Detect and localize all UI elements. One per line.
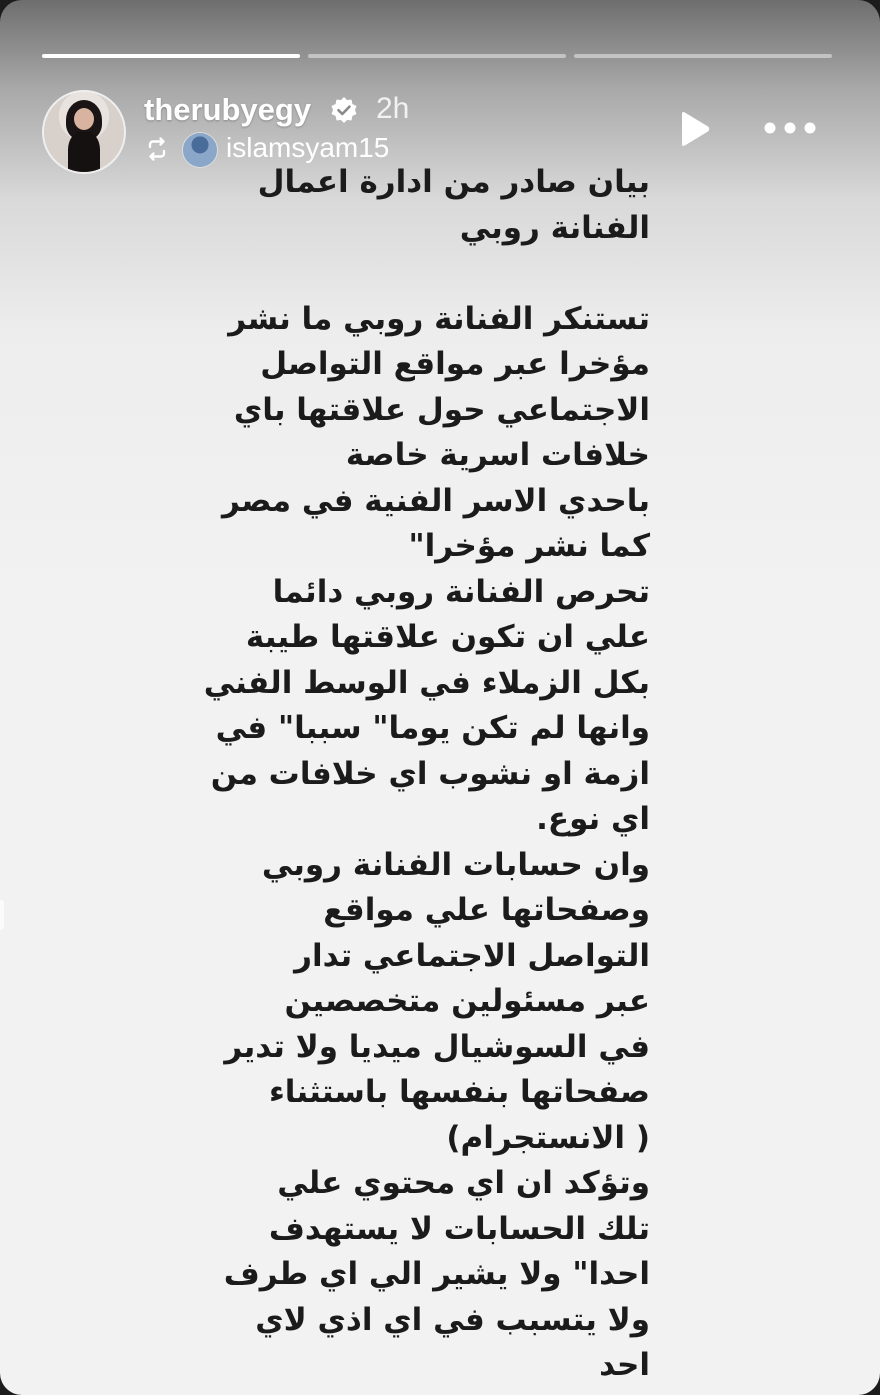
statement-line: بكل الزملاء في الوسط الفني — [203, 664, 650, 701]
statement-line: خلافات اسرية خاصة — [345, 437, 650, 473]
progress-segment — [42, 54, 300, 58]
avatar[interactable] — [42, 90, 126, 174]
statement-line: الاجتماعي حول علاقتها باي — [233, 391, 650, 428]
progress-segment — [574, 54, 832, 58]
verified-badge-icon — [330, 96, 358, 124]
statement-line: بيان صادر من ادارة اعمال — [257, 164, 650, 200]
statement-line: التواصل الاجتماعي تدار — [294, 937, 650, 974]
statement-line: عبر مسئولين متخصصين — [284, 983, 650, 1019]
statement-line: تستنكر الفنانة روبي ما نشر — [228, 300, 650, 337]
statement-line: وتؤكد ان اي محتوي علي — [277, 1165, 650, 1201]
statement-line: وصفحاتها علي مواقع — [323, 892, 650, 928]
statement-line: وان حسابات الفنانة روبي — [261, 846, 650, 883]
statement-line: ازمة او نشوب اي خلافات من — [210, 755, 650, 792]
previous-story-hint[interactable] — [0, 900, 4, 930]
statement-line: باحدي الاسر الفنية في مصر — [222, 482, 650, 519]
statement-line: كما نشر مؤخرا" — [408, 528, 650, 564]
statement-line: ( الانستجرام) — [446, 1119, 650, 1156]
statement-line: الفنانة روبي — [459, 209, 650, 246]
statement-line: احدا" ولا يشير الي اي طرف — [223, 1256, 650, 1292]
statement-line: صفحاتها بنفسها باستثناء — [268, 1074, 650, 1110]
statement-line: تحرص الفنانة روبي دائما — [272, 573, 650, 610]
statement-line: وانها لم تكن يوما" سببا" في — [215, 710, 650, 746]
story-progress-bar — [42, 54, 832, 58]
statement-line: اي نوع. — [536, 801, 650, 837]
statement-line: مؤخرا عبر مواقع التواصل — [260, 346, 650, 382]
statement-line: ولا يتسبب في اي اذي لاي — [255, 1301, 650, 1338]
progress-segment — [308, 54, 566, 58]
play-icon[interactable] — [676, 110, 712, 148]
statement-line: تلك الحسابات لا يستهدف — [268, 1210, 650, 1247]
repost-username[interactable]: islamsyam15 — [226, 132, 390, 163]
repost-icon — [144, 136, 170, 162]
post-time: 2h — [376, 92, 410, 125]
statement-line: علي ان تكون علاقتها طيبة — [245, 619, 650, 655]
statement-line: احد — [599, 1347, 650, 1383]
statement-line — [200, 251, 650, 297]
statement-text — [200, 160, 650, 1389]
statement-line: في السوشيال ميديا ولا تدير — [224, 1028, 650, 1065]
author-username[interactable]: therubyegy — [144, 92, 312, 127]
more-options-icon[interactable] — [762, 116, 818, 140]
